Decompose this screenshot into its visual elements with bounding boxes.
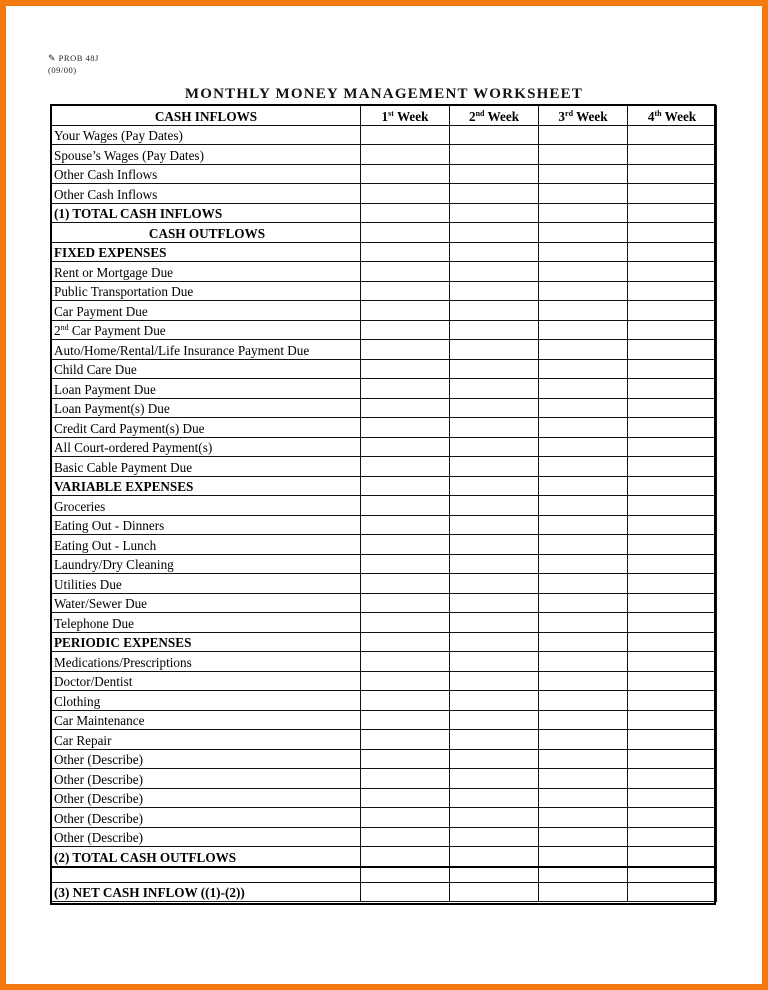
week-2-cell[interactable] [450, 476, 539, 496]
form-code-block [48, 52, 99, 76]
row-label: Child Care Due [52, 359, 361, 379]
week-3-cell[interactable] [539, 359, 628, 379]
week-3-cell[interactable] [539, 710, 628, 730]
week-1-cell[interactable] [361, 847, 450, 867]
week-1-cell[interactable] [361, 262, 450, 282]
week-3-cell[interactable] [539, 398, 628, 418]
row-label: (3) NET CASH INFLOW ((1)-(2)) [52, 882, 361, 902]
week-1-cell[interactable] [361, 125, 450, 145]
week-2-cell[interactable] [450, 398, 539, 418]
week-4-cell[interactable] [628, 340, 717, 360]
week-1-cell[interactable] [361, 398, 450, 418]
week-4-cell[interactable] [628, 164, 717, 184]
row-label: Loan Payment(s) Due [52, 398, 361, 418]
week-1-cell[interactable] [361, 515, 450, 535]
week-4-cell[interactable] [628, 710, 717, 730]
table-row [52, 320, 717, 340]
row-label: Eating Out - Dinners [52, 515, 361, 535]
week-2-cell[interactable] [450, 457, 539, 477]
table-row [52, 476, 717, 496]
table-row [52, 710, 717, 730]
week-1-cell[interactable] [361, 671, 450, 691]
week-4-cell[interactable] [628, 882, 717, 902]
table-row [52, 515, 717, 535]
row-label: Other Cash Inflows [52, 164, 361, 184]
week-2-cell[interactable] [450, 710, 539, 730]
table-row [52, 125, 717, 145]
table-row [52, 223, 717, 243]
week-3-cell[interactable] [539, 301, 628, 321]
week-2-cell[interactable] [450, 145, 539, 165]
row-label [52, 867, 361, 883]
week-1-cell[interactable] [361, 496, 450, 516]
table-row [52, 827, 717, 847]
table-row [52, 301, 717, 321]
table-row [52, 457, 717, 477]
row-label: Doctor/Dentist [52, 671, 361, 691]
row-label: Water/Sewer Due [52, 593, 361, 613]
row-label: Basic Cable Payment Due [52, 457, 361, 477]
table-row [52, 867, 717, 883]
week-3-cell[interactable] [539, 203, 628, 223]
week-3-cell[interactable] [539, 242, 628, 262]
week-3-cell[interactable] [539, 769, 628, 789]
row-label: Other (Describe) [52, 769, 361, 789]
week-1-cell[interactable] [361, 379, 450, 399]
week-4-cell[interactable] [628, 730, 717, 750]
week-2-cell[interactable] [450, 242, 539, 262]
week-4-cell[interactable] [628, 867, 717, 883]
week-2-cell[interactable] [450, 827, 539, 847]
week-2-cell[interactable] [450, 593, 539, 613]
week-2-cell[interactable] [450, 281, 539, 301]
row-label: Loan Payment Due [52, 379, 361, 399]
row-label: Eating Out - Lunch [52, 535, 361, 555]
week-2-cell[interactable] [450, 496, 539, 516]
week-4-cell[interactable] [628, 398, 717, 418]
week-4-cell[interactable] [628, 574, 717, 594]
table-row [52, 554, 717, 574]
table-row [52, 749, 717, 769]
week-3-cell[interactable] [539, 476, 628, 496]
week-3-cell[interactable] [539, 593, 628, 613]
week-2-cell[interactable] [450, 437, 539, 457]
week-1-cell[interactable] [361, 554, 450, 574]
week-4-cell[interactable] [628, 496, 717, 516]
week-3-cell[interactable] [539, 632, 628, 652]
week-4-cell[interactable] [628, 671, 717, 691]
week-1-cell[interactable] [361, 535, 450, 555]
week-3-cell[interactable] [539, 827, 628, 847]
row-label: Public Transportation Due [52, 281, 361, 301]
row-label: Car Payment Due [52, 301, 361, 321]
row-label: Rent or Mortgage Due [52, 262, 361, 282]
row-label: (1) TOTAL CASH INFLOWS [52, 203, 361, 223]
table-row [52, 496, 717, 516]
week-3-cell[interactable] [539, 379, 628, 399]
week-4-cell[interactable] [628, 242, 717, 262]
table-row [52, 242, 717, 262]
week-1-cell[interactable] [361, 613, 450, 633]
week-1-cell[interactable] [361, 749, 450, 769]
week-2-cell[interactable] [450, 788, 539, 808]
week-3-cell[interactable] [539, 691, 628, 711]
week-1-cell[interactable] [361, 223, 450, 243]
week-3-header: 3rd Week [539, 106, 628, 126]
table-row [52, 359, 717, 379]
week-3-cell[interactable] [539, 847, 628, 867]
week-2-cell[interactable] [450, 125, 539, 145]
week-2-cell[interactable] [450, 730, 539, 750]
week-1-cell[interactable] [361, 301, 450, 321]
row-label: Clothing [52, 691, 361, 711]
week-3-cell[interactable] [539, 515, 628, 535]
week-1-cell[interactable] [361, 808, 450, 828]
week-4-cell[interactable] [628, 437, 717, 457]
week-4-cell[interactable] [628, 788, 717, 808]
week-1-cell[interactable] [361, 710, 450, 730]
week-1-cell[interactable] [361, 437, 450, 457]
week-3-cell[interactable] [539, 574, 628, 594]
week-4-cell[interactable] [628, 476, 717, 496]
week-1-cell[interactable] [361, 827, 450, 847]
row-label: All Court-ordered Payment(s) [52, 437, 361, 457]
week-4-cell[interactable] [628, 223, 717, 243]
week-2-cell[interactable] [450, 691, 539, 711]
week-3-cell[interactable] [539, 554, 628, 574]
week-1-cell[interactable] [361, 281, 450, 301]
week-2-cell[interactable] [450, 613, 539, 633]
row-label: Other (Describe) [52, 808, 361, 828]
week-2-header: 2nd Week [450, 106, 539, 126]
row-label: VARIABLE EXPENSES [52, 476, 361, 496]
table-row [52, 203, 717, 223]
week-3-cell[interactable] [539, 223, 628, 243]
week-1-cell[interactable] [361, 867, 450, 883]
row-label: Other (Describe) [52, 788, 361, 808]
table-row [52, 652, 717, 672]
week-4-cell[interactable] [628, 125, 717, 145]
week-1-cell[interactable] [361, 882, 450, 902]
week-2-cell[interactable] [450, 535, 539, 555]
week-2-cell[interactable] [450, 301, 539, 321]
table-row [52, 340, 717, 360]
week-4-cell[interactable] [628, 749, 717, 769]
row-label: Auto/Home/Rental/Life Insurance Payment Due [52, 340, 361, 360]
table-row [52, 671, 717, 691]
form-code: PROB 48J [58, 53, 99, 63]
week-2-cell[interactable] [450, 671, 539, 691]
week-4-cell[interactable] [628, 184, 717, 204]
week-4-cell[interactable] [628, 262, 717, 282]
week-2-cell[interactable] [450, 340, 539, 360]
week-3-cell[interactable] [539, 496, 628, 516]
week-3-cell[interactable] [539, 867, 628, 883]
worksheet-table [51, 105, 717, 902]
week-4-cell[interactable] [628, 320, 717, 340]
pencil-icon: ✎ [48, 53, 57, 63]
week-2-cell[interactable] [450, 262, 539, 282]
week-1-cell[interactable] [361, 632, 450, 652]
week-4-cell[interactable] [628, 554, 717, 574]
row-label: PERIODIC EXPENSES [52, 632, 361, 652]
cash-inflows-header: CASH INFLOWS [52, 106, 361, 126]
week-3-cell[interactable] [539, 281, 628, 301]
week-2-cell[interactable] [450, 867, 539, 883]
week-2-cell[interactable] [450, 515, 539, 535]
table-row [52, 613, 717, 633]
week-4-header: 4th Week [628, 106, 717, 126]
row-label: Other (Describe) [52, 749, 361, 769]
table-header-row [52, 106, 717, 126]
week-4-cell[interactable] [628, 203, 717, 223]
week-1-cell[interactable] [361, 203, 450, 223]
week-2-cell[interactable] [450, 749, 539, 769]
week-2-cell[interactable] [450, 418, 539, 438]
row-label: CASH OUTFLOWS [52, 223, 361, 243]
week-3-cell[interactable] [539, 671, 628, 691]
row-label: Medications/Prescriptions [52, 652, 361, 672]
week-4-cell[interactable] [628, 652, 717, 672]
week-1-cell[interactable] [361, 359, 450, 379]
table-row [52, 574, 717, 594]
week-1-header: 1st Week [361, 106, 450, 126]
page-title: MONTHLY MONEY MANAGEMENT WORKSHEET [184, 86, 584, 102]
table-row [52, 847, 717, 867]
week-4-cell[interactable] [628, 613, 717, 633]
row-label: Spouse’s Wages (Pay Dates) [52, 145, 361, 165]
week-4-cell[interactable] [628, 593, 717, 613]
row-label: Your Wages (Pay Dates) [52, 125, 361, 145]
week-3-cell[interactable] [539, 613, 628, 633]
row-label: Utilities Due [52, 574, 361, 594]
row-label: 2nd Car Payment Due [52, 320, 361, 340]
table-row [52, 788, 717, 808]
week-1-cell[interactable] [361, 145, 450, 165]
week-2-cell[interactable] [450, 203, 539, 223]
week-4-cell[interactable] [628, 847, 717, 867]
table-row [52, 145, 717, 165]
week-3-cell[interactable] [539, 125, 628, 145]
week-3-cell[interactable] [539, 882, 628, 902]
table-row [52, 730, 717, 750]
week-3-cell[interactable] [539, 184, 628, 204]
week-3-cell[interactable] [539, 437, 628, 457]
week-3-cell[interactable] [539, 320, 628, 340]
week-3-cell[interactable] [539, 340, 628, 360]
row-label: Groceries [52, 496, 361, 516]
week-3-cell[interactable] [539, 457, 628, 477]
week-3-cell[interactable] [539, 730, 628, 750]
week-2-cell[interactable] [450, 320, 539, 340]
week-1-cell[interactable] [361, 788, 450, 808]
row-label: Car Maintenance [52, 710, 361, 730]
row-label: Other (Describe) [52, 827, 361, 847]
week-4-cell[interactable] [628, 301, 717, 321]
table-row [52, 808, 717, 828]
week-4-cell[interactable] [628, 515, 717, 535]
week-2-cell[interactable] [450, 554, 539, 574]
week-1-cell[interactable] [361, 769, 450, 789]
week-3-cell[interactable] [539, 164, 628, 184]
week-3-cell[interactable] [539, 418, 628, 438]
table-row [52, 437, 717, 457]
week-1-cell[interactable] [361, 457, 450, 477]
week-3-cell[interactable] [539, 145, 628, 165]
row-label: Laundry/Dry Cleaning [52, 554, 361, 574]
week-2-cell[interactable] [450, 164, 539, 184]
week-2-cell[interactable] [450, 632, 539, 652]
table-row [52, 379, 717, 399]
week-1-cell[interactable] [361, 164, 450, 184]
row-label: Car Repair [52, 730, 361, 750]
week-4-cell[interactable] [628, 145, 717, 165]
week-4-cell[interactable] [628, 359, 717, 379]
table-row [52, 882, 717, 902]
week-3-cell[interactable] [539, 808, 628, 828]
week-4-cell[interactable] [628, 457, 717, 477]
table-row [52, 398, 717, 418]
row-label: FIXED EXPENSES [52, 242, 361, 262]
week-3-cell[interactable] [539, 262, 628, 282]
week-2-cell[interactable] [450, 223, 539, 243]
week-2-cell[interactable] [450, 882, 539, 902]
week-4-cell[interactable] [628, 418, 717, 438]
table-row [52, 535, 717, 555]
week-3-cell[interactable] [539, 788, 628, 808]
table-row [52, 262, 717, 282]
week-1-cell[interactable] [361, 184, 450, 204]
week-2-cell[interactable] [450, 574, 539, 594]
week-2-cell[interactable] [450, 847, 539, 867]
week-1-cell[interactable] [361, 340, 450, 360]
week-4-cell[interactable] [628, 281, 717, 301]
week-2-cell[interactable] [450, 808, 539, 828]
week-1-cell[interactable] [361, 691, 450, 711]
week-2-cell[interactable] [450, 379, 539, 399]
week-1-cell[interactable] [361, 652, 450, 672]
table-row [52, 593, 717, 613]
row-label: Credit Card Payment(s) Due [52, 418, 361, 438]
week-4-cell[interactable] [628, 379, 717, 399]
week-1-cell[interactable] [361, 242, 450, 262]
week-2-cell[interactable] [450, 769, 539, 789]
row-label: Telephone Due [52, 613, 361, 633]
week-1-cell[interactable] [361, 574, 450, 594]
week-4-cell[interactable] [628, 691, 717, 711]
week-2-cell[interactable] [450, 359, 539, 379]
table-row [52, 632, 717, 652]
week-3-cell[interactable] [539, 749, 628, 769]
table-row [52, 184, 717, 204]
week-4-cell[interactable] [628, 769, 717, 789]
week-3-cell[interactable] [539, 535, 628, 555]
week-1-cell[interactable] [361, 593, 450, 613]
row-label: Other Cash Inflows [52, 184, 361, 204]
week-4-cell[interactable] [628, 535, 717, 555]
week-4-cell[interactable] [628, 632, 717, 652]
form-date: (09/00) [48, 65, 77, 75]
table-row [52, 164, 717, 184]
table-row [52, 281, 717, 301]
table-row [52, 769, 717, 789]
week-1-cell[interactable] [361, 730, 450, 750]
week-1-cell[interactable] [361, 476, 450, 496]
week-3-cell[interactable] [539, 652, 628, 672]
week-2-cell[interactable] [450, 652, 539, 672]
week-4-cell[interactable] [628, 808, 717, 828]
table-row [52, 418, 717, 438]
table-row [52, 691, 717, 711]
week-2-cell[interactable] [450, 184, 539, 204]
week-4-cell[interactable] [628, 827, 717, 847]
week-1-cell[interactable] [361, 418, 450, 438]
week-1-cell[interactable] [361, 320, 450, 340]
row-label: (2) TOTAL CASH OUTFLOWS [52, 847, 361, 867]
